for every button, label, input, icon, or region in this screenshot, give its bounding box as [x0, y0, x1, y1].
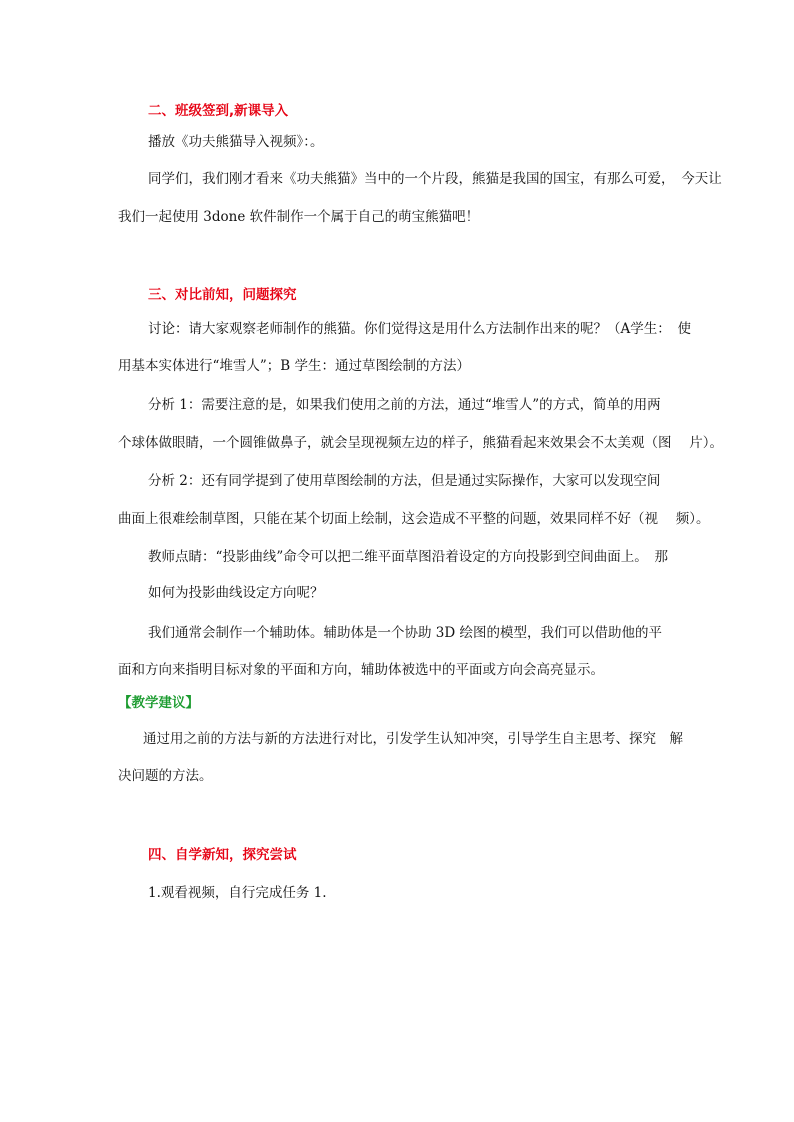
section2-paragraph-1: 播放《功夫熊猫导入视频》：。 — [148, 134, 324, 150]
discussion-line-1: 讨论：请大家观察老师制作的熊猫。你们觉得这是用什么方法制作出来的呢？（A学生： 使 — [148, 321, 691, 337]
section2-heading: 二、班级签到,新课导入 — [148, 103, 289, 119]
analysis-2-line-1: 分析 2：还有同学提到了使用草图绘制的方法，但是通过实际操作，大家可以发现空间 — [148, 473, 661, 489]
teaching-suggestion-line-1: 通过用之前的方法与新的方法进行对比，引发学生认知冲突，引导学生自主思考、探究 解 — [143, 731, 683, 747]
analysis-1-line-1: 分析 1：需要注意的是，如果我们使用之前的方法，通过“堆雪人”的方式，简单的用两 — [148, 397, 661, 413]
analysis-1-line-2: 个球体做眼睛，一个圆锥做鼻子，就会呈现视频左边的样子，熊猫看起来效果会不太美观（图 片）。 — [118, 435, 724, 451]
teaching-suggestion-line-2: 决问题的方法。 — [118, 768, 213, 784]
section3-heading: 三、对比前知，问题探究 — [148, 287, 297, 303]
teaching-suggestion-heading: 【教学建议】 — [118, 695, 199, 711]
section2-paragraph-2-line-1: 同学们，我们刚才看来《功夫熊猫》当中的一个片段，熊猫是我国的国宝，有那么可爱， 今天让 — [148, 171, 722, 187]
discussion-line-2: 用基本实体进行“堆雪人”；B 学生：通过草图绘制的方法） — [118, 358, 471, 374]
analysis-2-line-2: 曲面上很难绘制草图，只能在某个切面上绘制，这会造成不平整的问题，效果同样不好（视 频）。 — [118, 511, 710, 527]
section4-paragraph-1: 1.观看视频，自行完成任务 1. — [148, 885, 327, 901]
teacher-note-line-2: 如何为投影曲线设定方向呢？ — [148, 585, 324, 601]
section4-heading: 四、自学新知，探究尝试 — [148, 847, 297, 863]
section2-paragraph-2-line-2: 我们一起使用 3done 软件制作一个属于自己的萌宝熊猫吧！ — [118, 209, 480, 225]
auxiliary-body-line-1: 我们通常会制作一个辅助体。辅助体是一个协助 3D 绘图的模型，我们可以借助他的平 — [148, 625, 662, 641]
auxiliary-body-line-2: 面和方向来指明目标对象的平面和方向，辅助体被选中的平面或方向会高亮显示。 — [118, 662, 604, 678]
teacher-note-line-1: 教师点睛：“投影曲线”命令可以把二维平面草图沿着设定的方向投影到空间曲面上。 那 — [148, 549, 669, 565]
